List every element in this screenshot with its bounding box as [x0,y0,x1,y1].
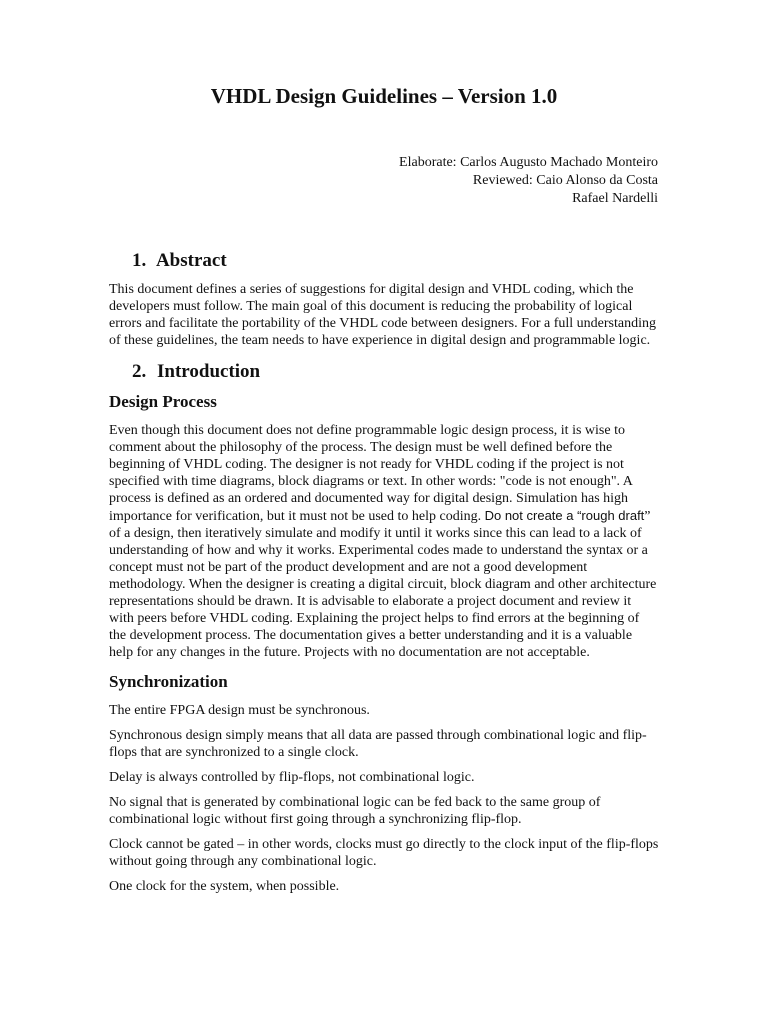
credit-reviewed: Reviewed: Caio Alonso da Costa [472,173,658,188]
sync-paragraph-5: Clock cannot be gated – in other words, clocks must go directly to the clock input of the flip-flops without going through any combinational logic. [109,837,659,869]
subheading-synchronization: Synchronization [109,672,228,691]
document-title: VHDL Design Guidelines – Version 1.0 [210,84,558,108]
design-text-styled: Do not create a “rough draft [484,508,645,523]
credit-reviewer-2: Rafael Nardelli [572,191,658,206]
design-text-part-2: ” of a design, then iteratively simulate and modify it until it works since this can lead to a lack of understanding of how and why it works. Experimental codes made to understand the syntax or a concept must not be part of the product development and are not a good development methodology. When the designer is creating a digital circuit, block diagram and other architecture representations should be drawn. It is advisable to elaborate a project document and review it with peers before VHDL coding. Explaining the project helps to find errors at the beginning of the development process. The documentation gives a better understanding and it is a valuable help for any changes in the future. Projects with no documentation are not acceptable. [109,509,657,660]
sync-paragraph-1: The entire FPGA design must be synchronous. [109,703,370,718]
sync-paragraph-3: Delay is always controlled by flip-flops, not combinational logic. [109,770,475,785]
design-text-part-1: Even though this document does not define programmable logic design process, it is wise to comment about the philosophy of the process. The design must be well defined before the beginning of VHDL coding. The designer is not ready for VHDL coding if the project is not specified with time diagrams, block diagrams or text. In other words: "code is not enough". A process is defined as an ordered and documented way for digital design. Simulation has high importance for verification, but it must not be used to help coding. [109,423,633,524]
abstract-paragraph: This document defines a series of suggestions for digital design and VHDL coding, which the developers must follow. The main goal of this document is reducing the probability of logical errors and facilitate the portability of the VHDL code between designers. For a full understanding of these guidelines, the team needs to have experience in digital design and programmable logic. [109,282,656,348]
section-number: 1. [132,250,147,271]
sync-paragraph-6: One clock for the system, when possible. [109,879,340,894]
section-title: Introduction [157,361,261,382]
sync-paragraph-2: Synchronous design simply means that all data are passed through combinational logic and flip-flops that are synchronized to a single clock. [109,728,647,760]
sync-paragraph-4: No signal that is generated by combinational logic can be fed back to the same group of combinational logic without first going through a synchronizing flip-flop. [109,795,601,827]
design-process-paragraph [109,422,659,661]
section-heading-introduction [109,361,659,383]
document-credits [399,154,658,208]
section-title: Abstract [155,250,227,271]
section-number: 2. [132,361,147,382]
subheading-design-process: Design Process [109,392,217,411]
document-body [109,250,659,903]
section-heading-abstract [109,250,659,272]
credit-elaborate: Elaborate: Carlos Augusto Machado Monteiro [399,155,658,170]
